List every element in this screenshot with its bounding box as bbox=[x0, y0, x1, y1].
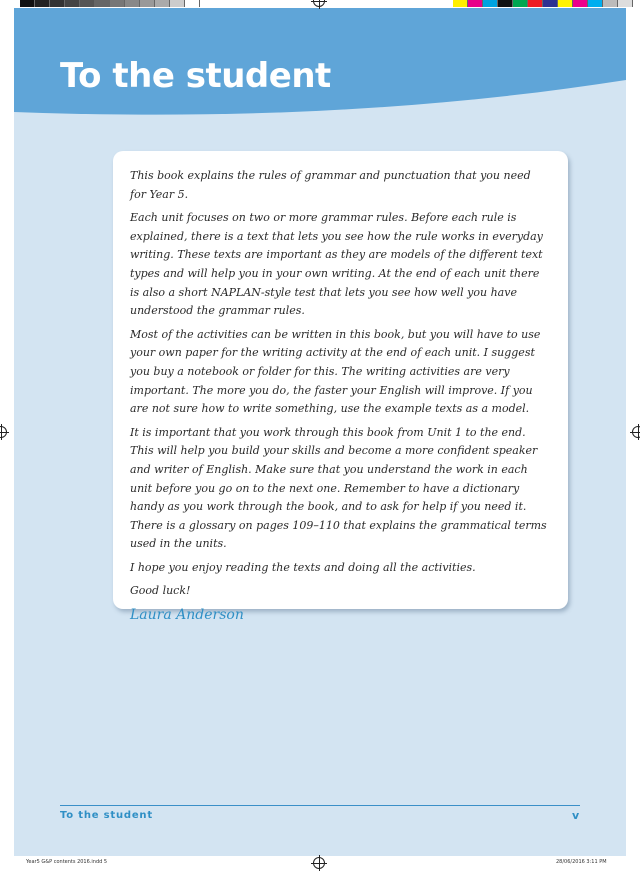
registration-swatch bbox=[170, 0, 185, 7]
registration-swatch bbox=[468, 0, 483, 7]
registration-mark-icon bbox=[313, 857, 325, 869]
registration-swatch bbox=[528, 0, 543, 7]
registration-swatch bbox=[543, 0, 558, 7]
registration-swatch bbox=[513, 0, 528, 7]
registration-swatch bbox=[155, 0, 170, 7]
registration-mark-icon bbox=[0, 426, 7, 438]
registration-mark-icon bbox=[632, 426, 640, 438]
registration-swatch bbox=[110, 0, 125, 7]
registration-swatch bbox=[95, 0, 110, 7]
registration-mark-icon bbox=[313, 0, 325, 7]
letter-paragraph: Each unit focuses on two or more grammar rules. Before each rule is explained, there is a text that lets you see how the rule works in everyday writing. These texts are important as they are models of the different text types and will help you in your own writing. At the end of each unit there is also a short NAPLAN-style test that lets you see how well you have understood the grammar rules. bbox=[130, 211, 543, 318]
registration-swatch bbox=[483, 0, 498, 7]
registration-swatch bbox=[140, 0, 155, 7]
registration-swatch bbox=[185, 0, 200, 7]
footer-section-title: To the student bbox=[60, 810, 153, 821]
print-slug-filename: Year5 G&P contents 2016.indd 5 bbox=[26, 859, 108, 865]
registration-swatch bbox=[20, 0, 35, 7]
registration-swatch bbox=[573, 0, 588, 7]
registration-swatch bbox=[603, 0, 618, 7]
registration-swatch bbox=[498, 0, 513, 7]
registration-swatch bbox=[453, 0, 468, 7]
author-signature: Laura Anderson bbox=[130, 607, 244, 624]
registration-swatch bbox=[588, 0, 603, 7]
footer-page-number: v bbox=[572, 809, 580, 822]
letter-card bbox=[113, 151, 568, 624]
letter-paragraph: I hope you enjoy reading the texts and doing all the activities. bbox=[130, 560, 476, 574]
registration-swatch bbox=[65, 0, 80, 7]
page-title: To the student bbox=[60, 56, 331, 96]
letter-body bbox=[130, 167, 550, 625]
letter-paragraph: This book explains the rules of grammar and punctuation that you need for Year 5. bbox=[130, 169, 531, 201]
print-slug-timestamp: 28/06/2016 3:11 PM bbox=[556, 859, 607, 865]
letter-paragraph: Good luck! bbox=[130, 584, 191, 598]
letter-paragraph: It is important that you work through this book from Unit 1 to the end. This will help you build your skills and become a more confident speaker and writer of English. Make sure that you understand the work in each unit before you go on to the next one. Remember to have a dictionary handy as you work through the book, and to ask for help if you need it. There is a glossary on pages 109–110 that explains the grammatical terms used in the units. bbox=[130, 425, 547, 551]
registration-bar-color bbox=[453, 0, 633, 7]
registration-swatch bbox=[50, 0, 65, 7]
letter-paragraph: Most of the activities can be written in this book, but you will have to use your own paper for the writing activity at the end of each unit. I suggest you buy a notebook or folder for this. The writing activities are very important. The more you do, the faster your English will improve. If you are not sure how to write something, use the example texts as a model. bbox=[130, 327, 541, 416]
footer-divider bbox=[60, 805, 580, 806]
registration-swatch bbox=[125, 0, 140, 7]
registration-swatch bbox=[35, 0, 50, 7]
registration-swatch bbox=[558, 0, 573, 7]
registration-swatch bbox=[618, 0, 633, 7]
registration-bar-grayscale bbox=[20, 0, 200, 7]
registration-swatch bbox=[80, 0, 95, 7]
